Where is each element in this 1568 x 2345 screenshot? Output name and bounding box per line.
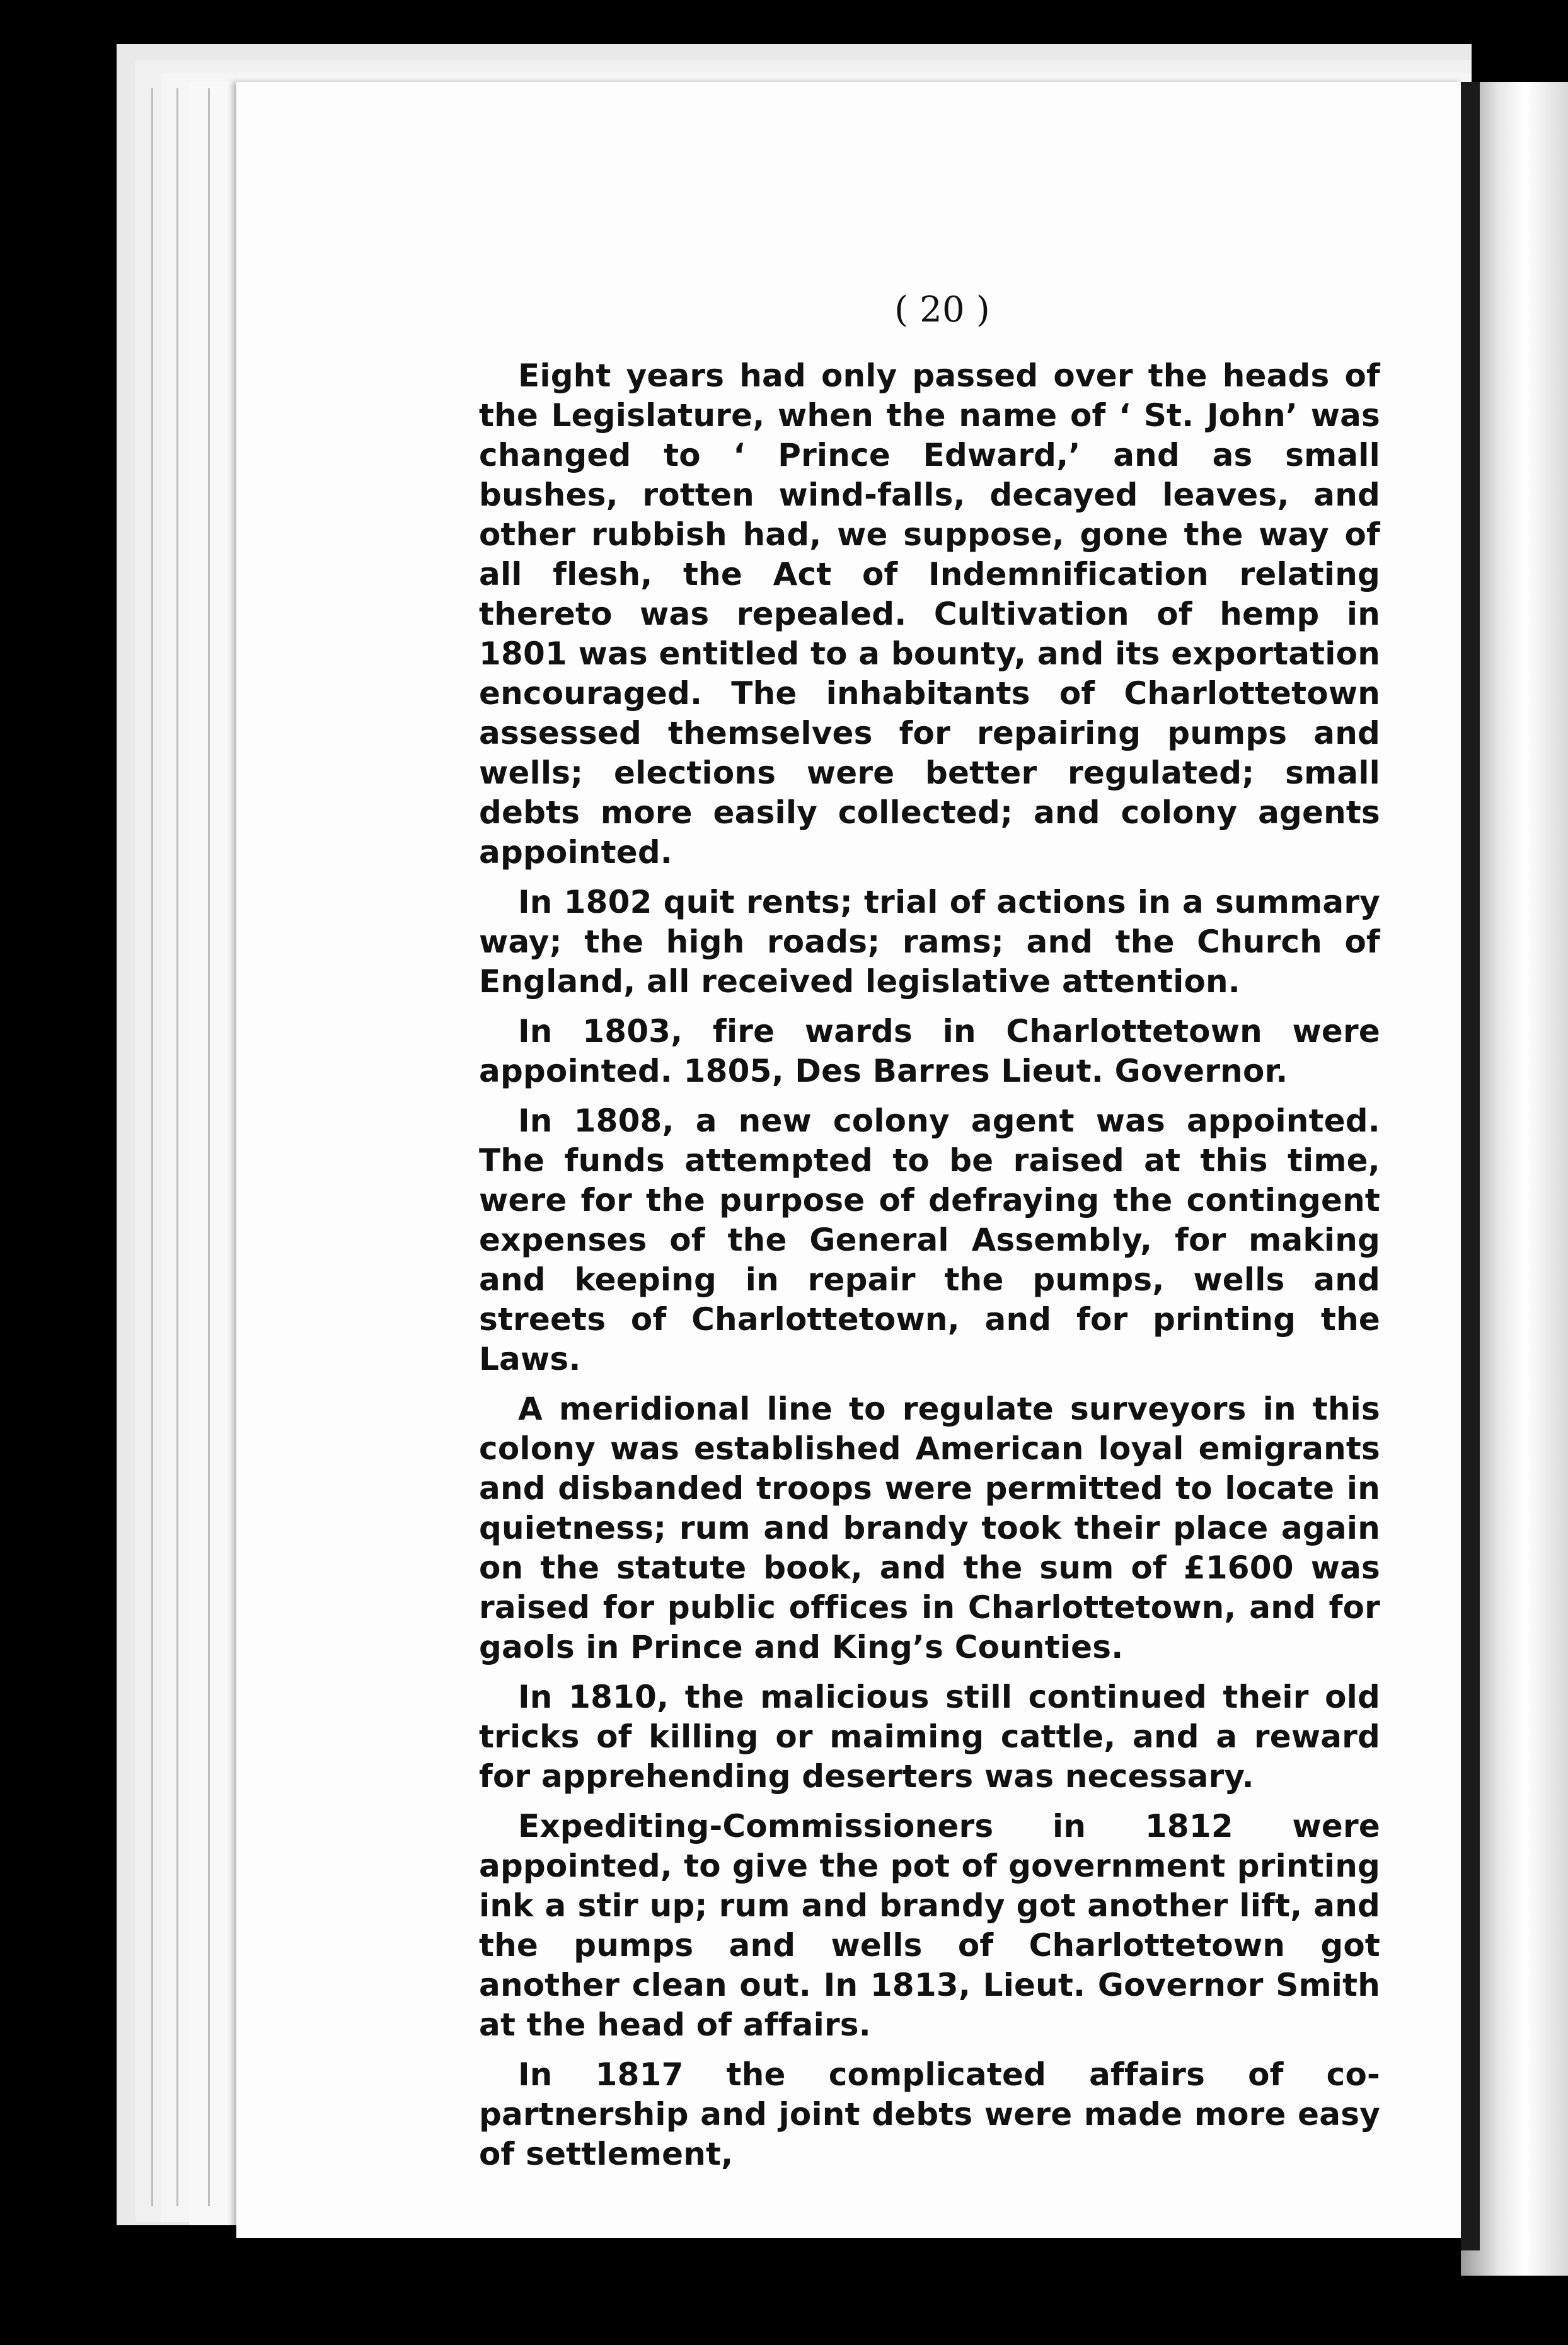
page-edge-line [151, 88, 153, 2206]
page-edge-line [208, 88, 210, 2206]
paragraph: Eight years had only passed over the heads of the Legislature, when the name of ‘ St. John’ was changed to ‘ Prince Edward,’ and as small bushes, rotten wind-falls, decayed leaves, and other rubbish had, we suppose, gone the way of all flesh, the Act of Indemnification relating thereto was repealed. Cultivation of hemp in 1801 was entitled to a bounty, and its exportation encouraged. The inhabitants of Charlottetown assessed themselves for repairing pumps and wells; elections were better regulated; small debts more easily collected; and colony agents appointed. [479, 357, 1380, 871]
paragraph: In 1810, the malicious still continued their old tricks of killing or maiming cattle, and a reward for apprehending deserters was necessary. [479, 1679, 1380, 1795]
paragraph: Expediting-Commissioners in 1812 were appointed, to give the pot of government printing ink a stir up; rum and brandy got another lift, and the pumps and wells of Charlottetown got another clean out. In 1813, Lieut. Governor Smith at the head of affairs. [479, 1808, 1380, 2043]
page-text [479, 290, 1380, 2184]
paragraph: In 1817 the complicated affairs of co-partnership and joint debts were made more easy of settlement, [479, 2056, 1380, 2172]
page-shadow [1461, 82, 1480, 2250]
page-edge-line [176, 88, 178, 2206]
page-number: ( 20 ) [894, 289, 990, 330]
paragraph: In 1808, a new colony agent was appointed. The funds attempted to be raised at this time, were for the purpose of defraying the contingent expenses of the General Assembly, for making and keeping in repair the pumps, wells and streets of Charlottetown, and for printing the Laws. [479, 1103, 1380, 1377]
paragraph: In 1802 quit rents; trial of actions in a summary way; the high roads; rams; and the Church of England, all received legislative attention. [479, 884, 1380, 1000]
paragraph: A meridional line to regulate surveyors in this colony was established American loyal emigrants and disbanded troops were permitted to locate in quietness; rum and brandy took their place again on the statute book, and the sum of £1600 was raised for public offices in Charlottetown, and for gaols in Prince and King’s Counties. [479, 1391, 1380, 1665]
paragraph: In 1803, fire wards in Charlottetown were appointed. 1805, Des Barres Lieut. Governor. [479, 1013, 1380, 1089]
